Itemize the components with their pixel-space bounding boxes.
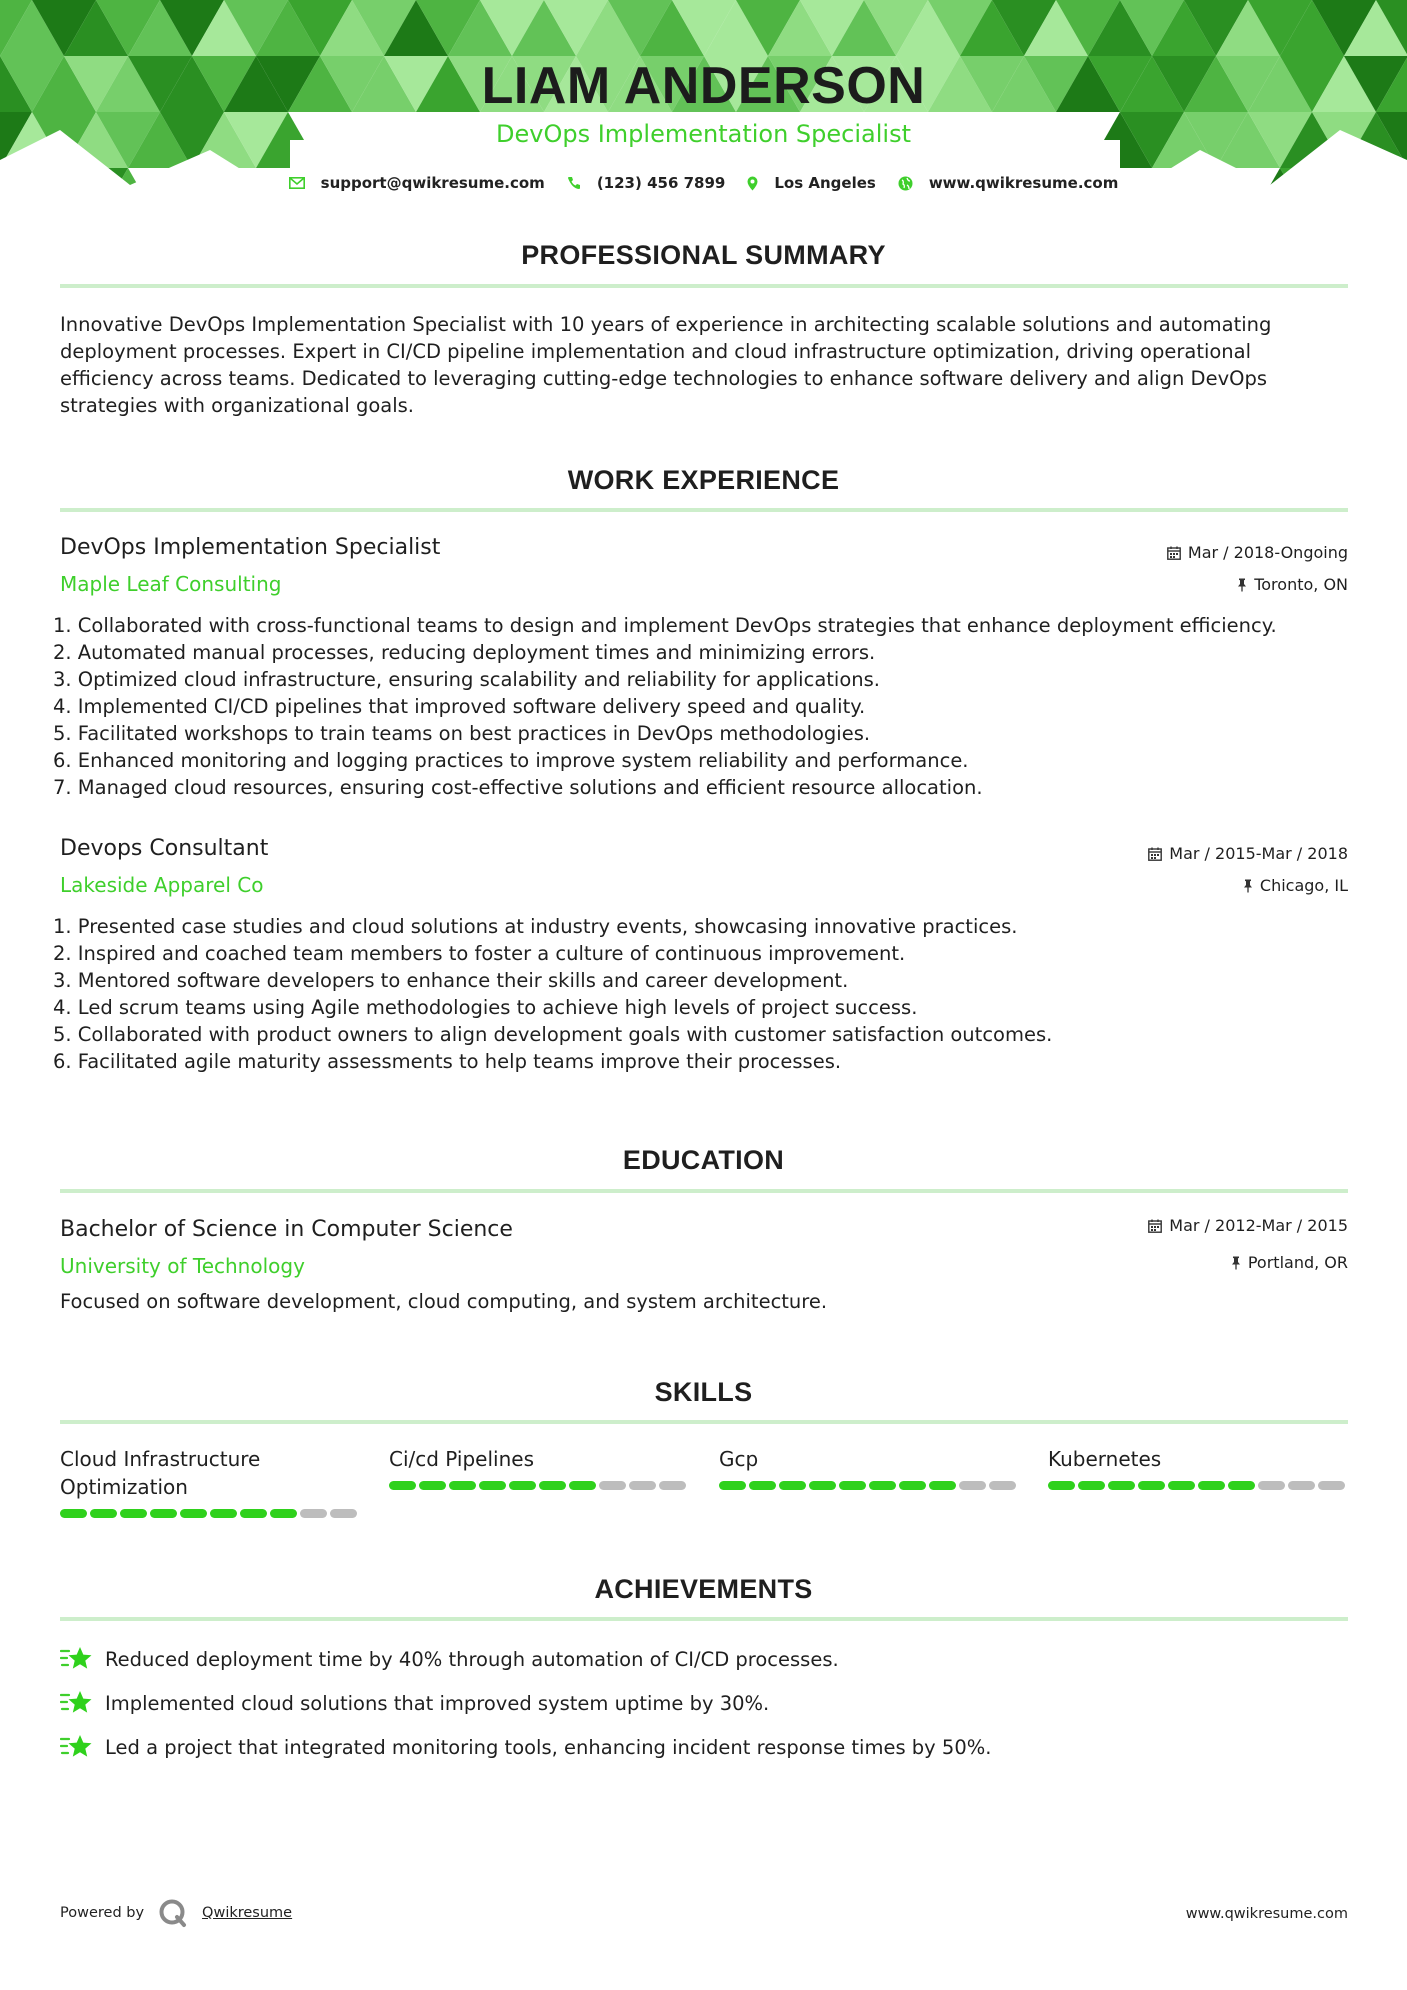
pushpin-icon <box>1231 1256 1241 1270</box>
job-location <box>1243 876 1348 895</box>
education-heading: EDUCATION <box>622 1145 785 1175</box>
skill-segment-filled <box>899 1481 926 1490</box>
skill-segment-filled <box>569 1481 596 1490</box>
skill-segment-filled <box>509 1481 536 1490</box>
skill-segment-empty <box>659 1481 686 1490</box>
summary-line: Innovative DevOps Implementation Specialist with 10 years of experience in architecting scalable solutions and automating <box>60 313 1272 336</box>
skill-item <box>389 1445 689 1490</box>
skill-name-line: Gcp <box>719 1447 759 1471</box>
calendar-icon <box>1148 1219 1162 1233</box>
skill-segment-empty <box>1258 1481 1285 1490</box>
globe-icon <box>898 176 913 191</box>
contact-website[interactable] <box>898 174 1119 192</box>
qwikresume-logo-icon <box>158 1898 188 1928</box>
list-item: 2. Automated manual processes, reducing deployment times and minimizing errors. <box>53 641 876 664</box>
pushpin-icon <box>1237 578 1247 592</box>
education-dates <box>1148 1216 1348 1235</box>
skill-segment-empty <box>1318 1481 1345 1490</box>
achievements-rule <box>60 1617 1348 1621</box>
skill-segment-filled <box>270 1509 297 1518</box>
list-item: 5. Collaborated with product owners to align development goals with customer satisfaction outcomes. <box>53 1023 1053 1046</box>
skill-name-line: Ci/cd Pipelines <box>389 1447 534 1471</box>
skill-item <box>719 1445 1019 1490</box>
skill-segment-filled <box>809 1481 836 1490</box>
skill-segment-filled <box>1048 1481 1075 1490</box>
education-dates-text: Mar / 2012-Mar / 2015 <box>1169 1216 1348 1235</box>
skill-segment-filled <box>120 1509 147 1518</box>
education-location-text: Portland, OR <box>1247 1253 1348 1272</box>
summary-line: strategies with organizational goals. <box>60 394 414 417</box>
summary-rule <box>60 284 1348 288</box>
job-role: Devops Consultant <box>60 836 269 861</box>
achievement-text: Reduced deployment time by 40% through automation of CI/CD processes. <box>105 1647 839 1671</box>
job-dates-text: Mar / 2015-Mar / 2018 <box>1169 844 1348 863</box>
qwikresume-link[interactable]: Qwikresume <box>202 1905 293 1921</box>
skill-segment-filled <box>1168 1481 1195 1490</box>
skill-segment-empty <box>330 1509 357 1518</box>
list-item: 3. Optimized cloud infrastructure, ensuring scalability and reliability for applications. <box>53 668 880 691</box>
skill-segment-empty <box>989 1481 1016 1490</box>
skill-segment-filled <box>419 1481 446 1490</box>
envelope-icon <box>289 177 305 189</box>
list-item: 2. Inspired and coached team members to foster a culture of continuous improvement. <box>53 942 906 965</box>
list-item: 7. Managed cloud resources, ensuring cost-effective solutions and efficient resource allocation. <box>53 776 983 799</box>
skill-segment-filled <box>60 1509 87 1518</box>
list-item: 1. Presented case studies and cloud solutions at industry events, showcasing innovative practices. <box>53 915 1018 938</box>
achievement-item <box>60 1733 991 1761</box>
job-location <box>1237 575 1348 594</box>
phone-icon <box>567 176 581 190</box>
achievements-heading: ACHIEVEMENTS <box>594 1574 813 1604</box>
skill-level-bar <box>719 1481 1019 1490</box>
website-text: www.qwikresume.com <box>928 174 1119 192</box>
calendar-icon <box>1167 546 1181 560</box>
skill-item <box>60 1445 360 1518</box>
achievement-text: Led a project that integrated monitoring tools, enhancing incident response times by 50%. <box>105 1735 992 1759</box>
skill-segment-filled <box>210 1509 237 1518</box>
skill-segment-filled <box>90 1509 117 1518</box>
education-school: University of Technology <box>60 1254 305 1278</box>
job-location-text: Chicago, IL <box>1259 876 1348 895</box>
education-location <box>1231 1253 1348 1272</box>
list-item: 1. Collaborated with cross-functional teams to design and implement DevOps strategies that enhance deployment efficiency. <box>53 614 1277 637</box>
contact-phone[interactable] <box>567 174 726 192</box>
experience-heading: WORK EXPERIENCE <box>567 465 840 495</box>
job-dates <box>1167 543 1348 562</box>
candidate-title: DevOps Implementation Specialist <box>496 120 911 148</box>
location-text: Los Angeles <box>774 174 876 192</box>
list-item: 6. Enhanced monitoring and logging practices to improve system reliability and performance. <box>53 749 969 772</box>
job-role: DevOps Implementation Specialist <box>60 535 441 560</box>
skill-name-line: Cloud Infrastructure <box>60 1447 261 1471</box>
job-bullets <box>53 612 1353 801</box>
footer-powered <box>60 1898 292 1928</box>
skill-segment-filled <box>150 1509 177 1518</box>
skill-segment-filled <box>839 1481 866 1490</box>
shooting-star-icon <box>60 1645 93 1673</box>
list-item: 5. Facilitated workshops to train teams on best practices in DevOps methodologies. <box>53 722 871 745</box>
skill-segment-filled <box>1228 1481 1255 1490</box>
education-description: Focused on software development, cloud computing, and system architecture. <box>60 1290 828 1313</box>
skill-segment-empty <box>599 1481 626 1490</box>
list-item: 3. Mentored software developers to enhance their skills and career development. <box>53 969 849 992</box>
contact-location <box>747 174 875 192</box>
job-location-text: Toronto, ON <box>1254 575 1348 594</box>
shooting-star-icon <box>60 1733 93 1761</box>
job-company: Lakeside Apparel Co <box>60 873 264 897</box>
skill-segment-filled <box>1198 1481 1225 1490</box>
job-bullets <box>53 913 1353 1075</box>
skill-segment-filled <box>869 1481 896 1490</box>
skill-level-bar <box>1048 1481 1348 1490</box>
candidate-name: LIAM ANDERSON <box>481 57 926 115</box>
powered-by-text: Powered by <box>60 1905 145 1921</box>
experience-rule <box>60 508 1348 512</box>
skill-name <box>389 1445 689 1473</box>
skill-segment-filled <box>539 1481 566 1490</box>
skill-segment-filled <box>779 1481 806 1490</box>
calendar-icon <box>1148 847 1162 861</box>
skill-segment-filled <box>180 1509 207 1518</box>
summary-line: efficiency across teams. Dedicated to leveraging cutting-edge technologies to enhance software delivery and align DevOps <box>60 367 1268 390</box>
skill-segment-filled <box>389 1481 416 1490</box>
shooting-star-icon <box>60 1689 93 1717</box>
skill-segment-empty <box>1288 1481 1315 1490</box>
summary-line: deployment processes. Expert in CI/CD pipeline implementation and cloud infrastructure optimization, driving operational <box>60 340 1252 363</box>
footer-url[interactable]: www.qwikresume.com <box>1185 1906 1348 1922</box>
email-text: support@qwikresume.com <box>320 174 545 192</box>
skill-segment-filled <box>449 1481 476 1490</box>
job-company: Maple Leaf Consulting <box>60 572 282 596</box>
skill-segment-filled <box>749 1481 776 1490</box>
list-item: 6. Facilitated agile maturity assessments to help teams improve their processes. <box>53 1050 842 1073</box>
achievement-text: Implemented cloud solutions that improved system uptime by 30%. <box>105 1691 770 1715</box>
education-degree: Bachelor of Science in Computer Science <box>60 1217 513 1242</box>
skill-name <box>1048 1445 1348 1473</box>
contact-bar <box>0 174 1407 192</box>
skill-name <box>60 1445 360 1501</box>
skills-rule <box>60 1420 1348 1424</box>
skill-segment-filled <box>479 1481 506 1490</box>
list-item: 4. Implemented CI/CD pipelines that improved software delivery speed and quality. <box>53 695 866 718</box>
skill-segment-filled <box>1108 1481 1135 1490</box>
summary-text <box>60 311 1350 419</box>
job-dates <box>1148 844 1348 863</box>
job-dates-text: Mar / 2018-Ongoing <box>1187 543 1348 562</box>
education-rule <box>60 1189 1348 1193</box>
achievement-item <box>60 1645 839 1673</box>
skill-segment-empty <box>959 1481 986 1490</box>
skill-level-bar <box>60 1509 360 1518</box>
map-pin-icon <box>747 176 758 191</box>
skill-segment-empty <box>300 1509 327 1518</box>
skill-name <box>719 1445 1019 1473</box>
contact-email[interactable] <box>289 174 545 192</box>
achievement-item <box>60 1689 769 1717</box>
skill-level-bar <box>389 1481 689 1490</box>
skill-segment-filled <box>929 1481 956 1490</box>
skills-heading: SKILLS <box>654 1377 753 1407</box>
skill-segment-filled <box>240 1509 267 1518</box>
summary-heading: PROFESSIONAL SUMMARY <box>521 240 886 270</box>
phone-text: (123) 456 7899 <box>596 174 726 192</box>
skill-name-line: Kubernetes <box>1048 1447 1162 1471</box>
pushpin-icon <box>1243 879 1253 893</box>
skill-item <box>1048 1445 1348 1490</box>
skill-segment-filled <box>1138 1481 1165 1490</box>
skill-segment-filled <box>1078 1481 1105 1490</box>
skill-name-line: Optimization <box>60 1475 188 1499</box>
list-item: 4. Led scrum teams using Agile methodologies to achieve high levels of project success. <box>53 996 918 1019</box>
skill-segment-empty <box>629 1481 656 1490</box>
skill-segment-filled <box>719 1481 746 1490</box>
